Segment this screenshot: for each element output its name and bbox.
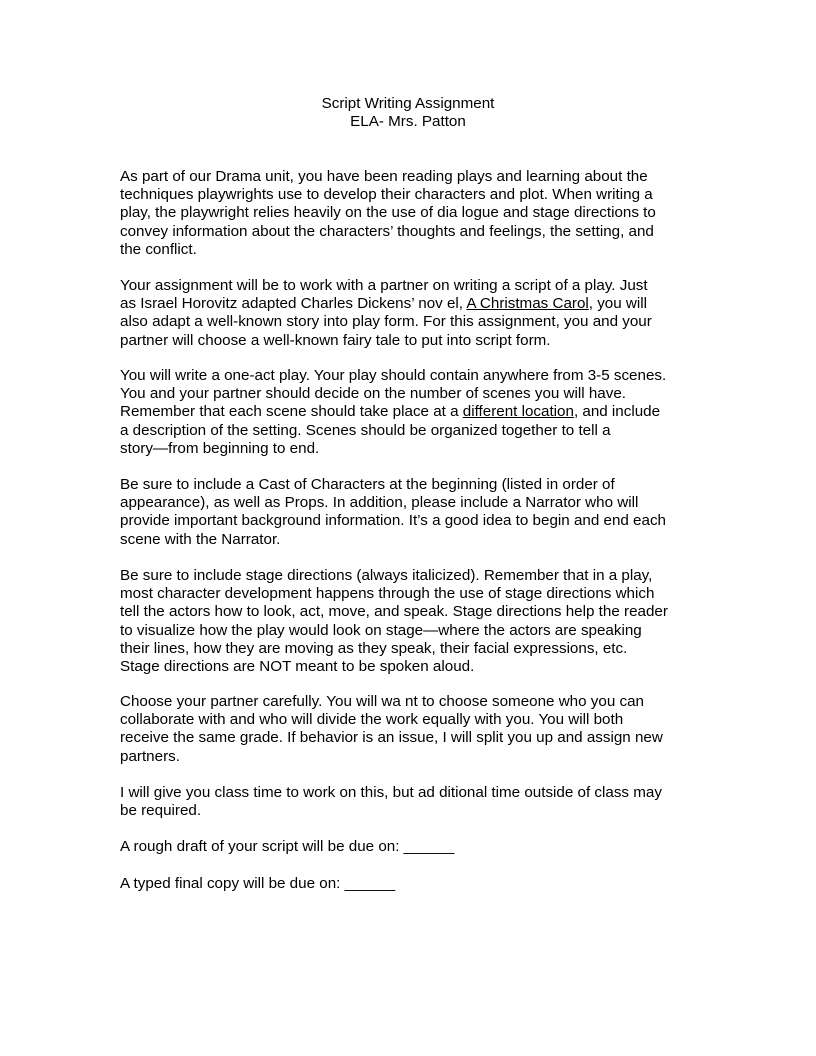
text-line: scene with the Narrator. <box>120 530 281 548</box>
text-line <box>120 403 720 421</box>
book-title-underlined: A Christmas Carol <box>466 295 589 313</box>
paragraph-final-copy-due <box>120 875 720 893</box>
text-line: receive the same grade. If behavior is an issue, I will split you up and assign new <box>120 729 663 747</box>
text-line: Be sure to include a Cast of Characters at the beginning (listed in order of <box>120 476 615 493</box>
text-line: Stage directions are NOT meant to be spoken aloud. <box>120 657 475 675</box>
text-line: A rough draft of your script will be due on: ______ <box>120 838 455 855</box>
paragraph-class-time <box>120 784 720 820</box>
underlined-phrase: different location <box>462 403 574 421</box>
text-line: I will give you class time to work on this, but ad ditional time outside of class may <box>120 784 662 801</box>
text-line: story—from beginning to end. <box>120 439 320 457</box>
text-line: a description of the setting. Scenes should be organized together to tell a <box>120 421 611 439</box>
document-subtitle: ELA- Mrs. Patton <box>350 113 466 130</box>
text-line: the conflict. <box>120 240 197 258</box>
text-line: provide important background information. It’s a good idea to begin and end each <box>120 512 666 530</box>
text-line: play, the playwright relies heavily on the use of dia logue and stage directions to <box>120 204 656 222</box>
document-header <box>0 95 816 131</box>
document-title: Script Writing Assignment <box>321 95 495 112</box>
text-line <box>120 295 720 313</box>
text-line: partner will choose a well-known fairy tale to put into script form. <box>120 331 551 349</box>
paragraph-partner <box>120 693 720 766</box>
paragraph-rough-draft-due <box>120 838 720 856</box>
paragraph-stage-directions <box>120 567 720 676</box>
paragraph-one-act <box>120 367 720 458</box>
text-line: collaborate with and who will divide the work equally with you. You will both <box>120 711 624 729</box>
text-line: As part of our Drama unit, you have been reading plays and learning about the <box>120 168 648 185</box>
text-line: tell the actors how to look, act, move, and speak. Stage directions help the reader <box>120 603 668 621</box>
text-line: be required. <box>120 802 202 820</box>
text-segment: Remember that each scene should take place at a <box>120 403 463 421</box>
text-line: techniques playwrights use to develop their characters and plot. When writing a <box>120 186 653 204</box>
text-segment: , you will <box>588 295 648 313</box>
text-segment: as Israel Horovitz adapted Charles Dickens’ nov el, <box>120 295 467 313</box>
paragraph-cast <box>120 476 720 549</box>
text-line: most character development happens through the use of stage directions which <box>120 585 655 603</box>
text-line: You will write a one-act play. Your play should contain anywhere from 3-5 scenes. <box>120 367 667 384</box>
paragraph-intro <box>120 168 720 259</box>
text-line: Choose your partner carefully. You will wa nt to choose someone who you can <box>120 693 644 710</box>
text-line: partners. <box>120 747 180 765</box>
text-line: to visualize how the play would look on stage—where the actors are speaking <box>120 621 642 639</box>
text-segment: , and include <box>573 403 661 421</box>
text-line: also adapt a well-known story into play form. For this assignment, you and your <box>120 313 652 331</box>
text-line: You and your partner should decide on the number of scenes you will have. <box>120 385 627 403</box>
paragraph-assignment <box>120 277 720 350</box>
text-line: Be sure to include stage directions (always italicized). Remember that in a play, <box>120 567 653 584</box>
text-line: appearance), as well as Props. In addition, please include a Narrator who will <box>120 494 639 512</box>
text-line: convey information about the characters’ thoughts and feelings, the setting, and <box>120 222 654 240</box>
text-line: Your assignment will be to work with a partner on writing a script of a play. Just <box>120 277 648 294</box>
text-line: their lines, how they are moving as they speak, their facial expressions, etc. <box>120 639 628 657</box>
text-line: A typed final copy will be due on: ______ <box>120 875 396 892</box>
